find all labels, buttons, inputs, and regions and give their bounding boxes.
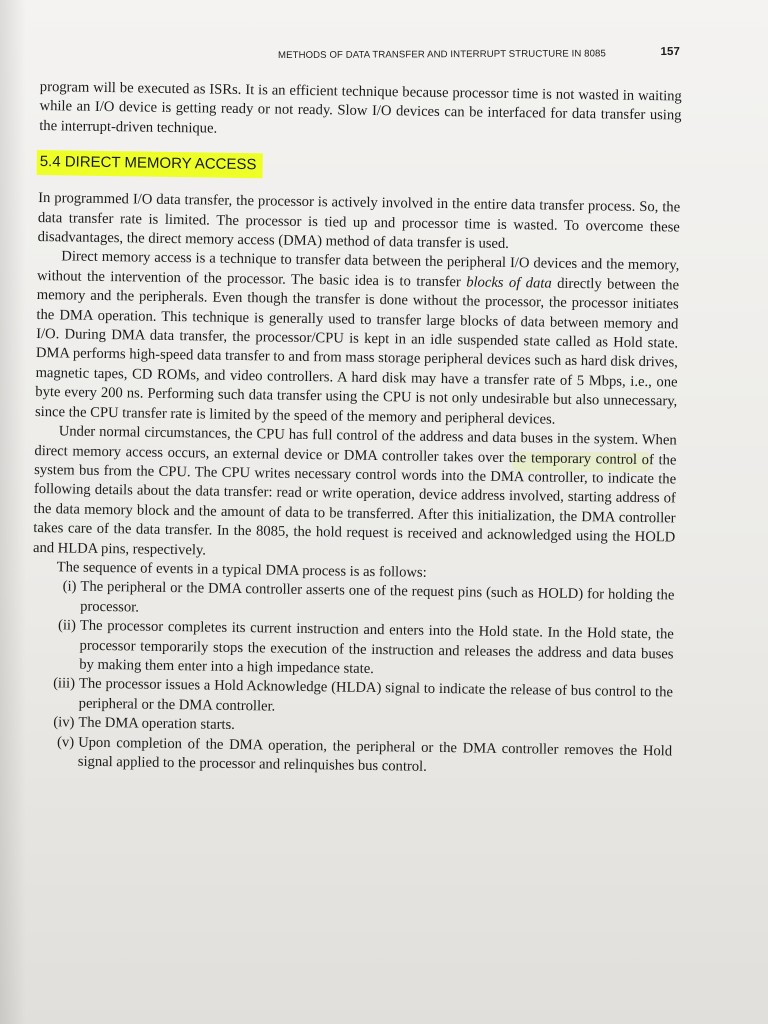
list-marker: (iii) — [53, 675, 76, 692]
list-item-text: The peripheral or the DMA controller asserts one of the request pins (such as HOLD) for holding the processor. — [80, 579, 675, 616]
list-item-text: The processor issues a Hold Acknowledge (HLDA) signal to indicate the release of bus control to the peripheral or the DMA controller. — [78, 676, 674, 715]
page-gutter-shadow — [0, 0, 26, 1024]
dma-paragraph-3: Under normal circumstances, the CPU has full control of the address and data buses in the system. When direct memory access occurs, an external device or DMA controller takes over the temporary control of the system bus from the CPU. The CPU writes necessary control words into the DMA controller, to indicate the following details about the data transfer: read or write operation, device address involved, starting address of the data memory block and the amount of data to be transferred. After this initialization, the DMA controller takes care of the data transfer. In the 8085, the hold request is received and acknowledged using the HOLD and HLDA pins, respectively. — [32, 423, 677, 559]
list-marker: (i) — [62, 578, 77, 595]
intro-paragraph: program will be executed as ISRs. It is an efficient technique because processor time is not wasted in waiting while an I/O device is getting ready or not ready. Slow I/O devices can be interfaced for data transfer using the interrupt-driven technique. — [39, 78, 682, 137]
list-item-text: The processor completes its current instruction and enters into the Hold state. In the Hold state, the processor temporarily stops the execution of the instruction and releases the address and data buses by making them enter into a high impedance state. — [79, 617, 674, 677]
running-header — [278, 46, 680, 64]
list-marker: (iv) — [53, 714, 75, 731]
dma-event-list — [30, 577, 675, 781]
list-item-text: Upon completion of the DMA operation, the peripheral or the DMA controller removes the Hold signal applied to the processor and relinquishes bus control. — [77, 734, 673, 775]
sequence-intro: The sequence of events in a typical DMA process is as follows: — [56, 559, 427, 581]
dma-paragraph-1: In programmed I/O data transfer, the processor is actively involved in the entire data transfer process. So, the data transfer rate is limited. The processor is tied up and processor time is wasted. To overcome these disadvantages, the direct memory access (DMA) method of data transfer is used. — [37, 190, 681, 253]
list-item-text: The DMA operation starts. — [78, 714, 235, 734]
list-item — [30, 733, 673, 781]
dma-paragraph-2-start: Direct memory access is a technique to transfer data between the peripheral I/O devices and the memory, without the intervention of the processor. The basic idea is to transfer — [36, 248, 680, 291]
list-item — [31, 616, 674, 684]
section-heading: 5.4 DIRECT MEMORY ACCESS — [37, 150, 263, 178]
page-body — [30, 78, 682, 781]
page-number: 157 — [660, 45, 681, 59]
running-header-title: METHODS OF DATA TRANSFER AND INTERRUPT STRUCTURE IN 8085 — [277, 48, 606, 62]
dma-paragraph-2 — [35, 247, 680, 431]
list-marker: (v) — [57, 733, 75, 751]
list-marker: (ii) — [57, 617, 76, 634]
dma-paragraph-2-end: directly between the memory and the peripherals. Even though the transfer is done without the processor, the processor initiates the DMA operation. This technique is generally used to transfer large blocks of data between memory and I/O. During DMA data transfer, the processor/CPU is kept in an idle suspended state called as Hold state. DMA performs high-speed data transfer to and from mass storage peripheral devices such as hard disk drives, magnetic tapes, CD ROMs, and video controllers. A hard disk may have a transfer rate of 5 Mbps, i.e., one byte every 200 ns. Performing such data transfer using the CPU is not only undesirable but also unnecessary, since the CPU transfer rate is limited by the speed of the memory and peripheral devices. — [34, 275, 680, 428]
emphasis-blocks-of-data: blocks of data — [466, 274, 552, 292]
